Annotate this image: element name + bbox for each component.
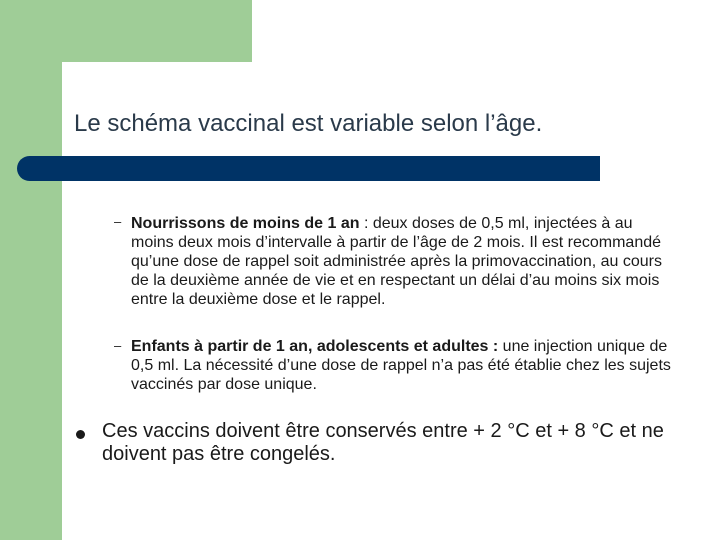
sub-item-infants xyxy=(131,214,676,309)
sub-item-infants-text: : deux doses de 0,5 ml, injectées à au moins deux mois d’intervalle à partir de l’âge de 2 mois. Il est recommandé qu’une dose de rappel soit administrée après la primovaccination, au cours de la deuxième année de vie et en respectant un délai d’au moins six mois entre la deuxième dose et le rappel. xyxy=(131,215,662,308)
slide-title: Le schéma vaccinal est variable selon l’âge. xyxy=(74,110,543,137)
sub-item-children-adults-heading: Enfants à partir de 1 an, adolescents et adultes : xyxy=(131,338,499,355)
green-left-band xyxy=(0,0,62,540)
bullet-dot-icon xyxy=(76,430,85,439)
title-underline-bar xyxy=(17,156,600,181)
dash-bullet-2: – xyxy=(114,338,122,353)
sub-item-infants-heading: Nourrissons de moins de 1 an xyxy=(131,215,360,232)
dash-bullet-1: – xyxy=(114,214,122,229)
sub-item-children-adults-text: une injection unique de 0,5 ml. La nécessité d’une dose de rappel n’a pas été établie chez les sujets vaccinés par dose unique. xyxy=(131,338,671,393)
storage-bullet: Ces vaccins doivent être conservés entre + 2 °C et + 8 °C et ne doivent pas être congelés. xyxy=(102,420,664,465)
sub-item-children-adults xyxy=(131,337,676,394)
